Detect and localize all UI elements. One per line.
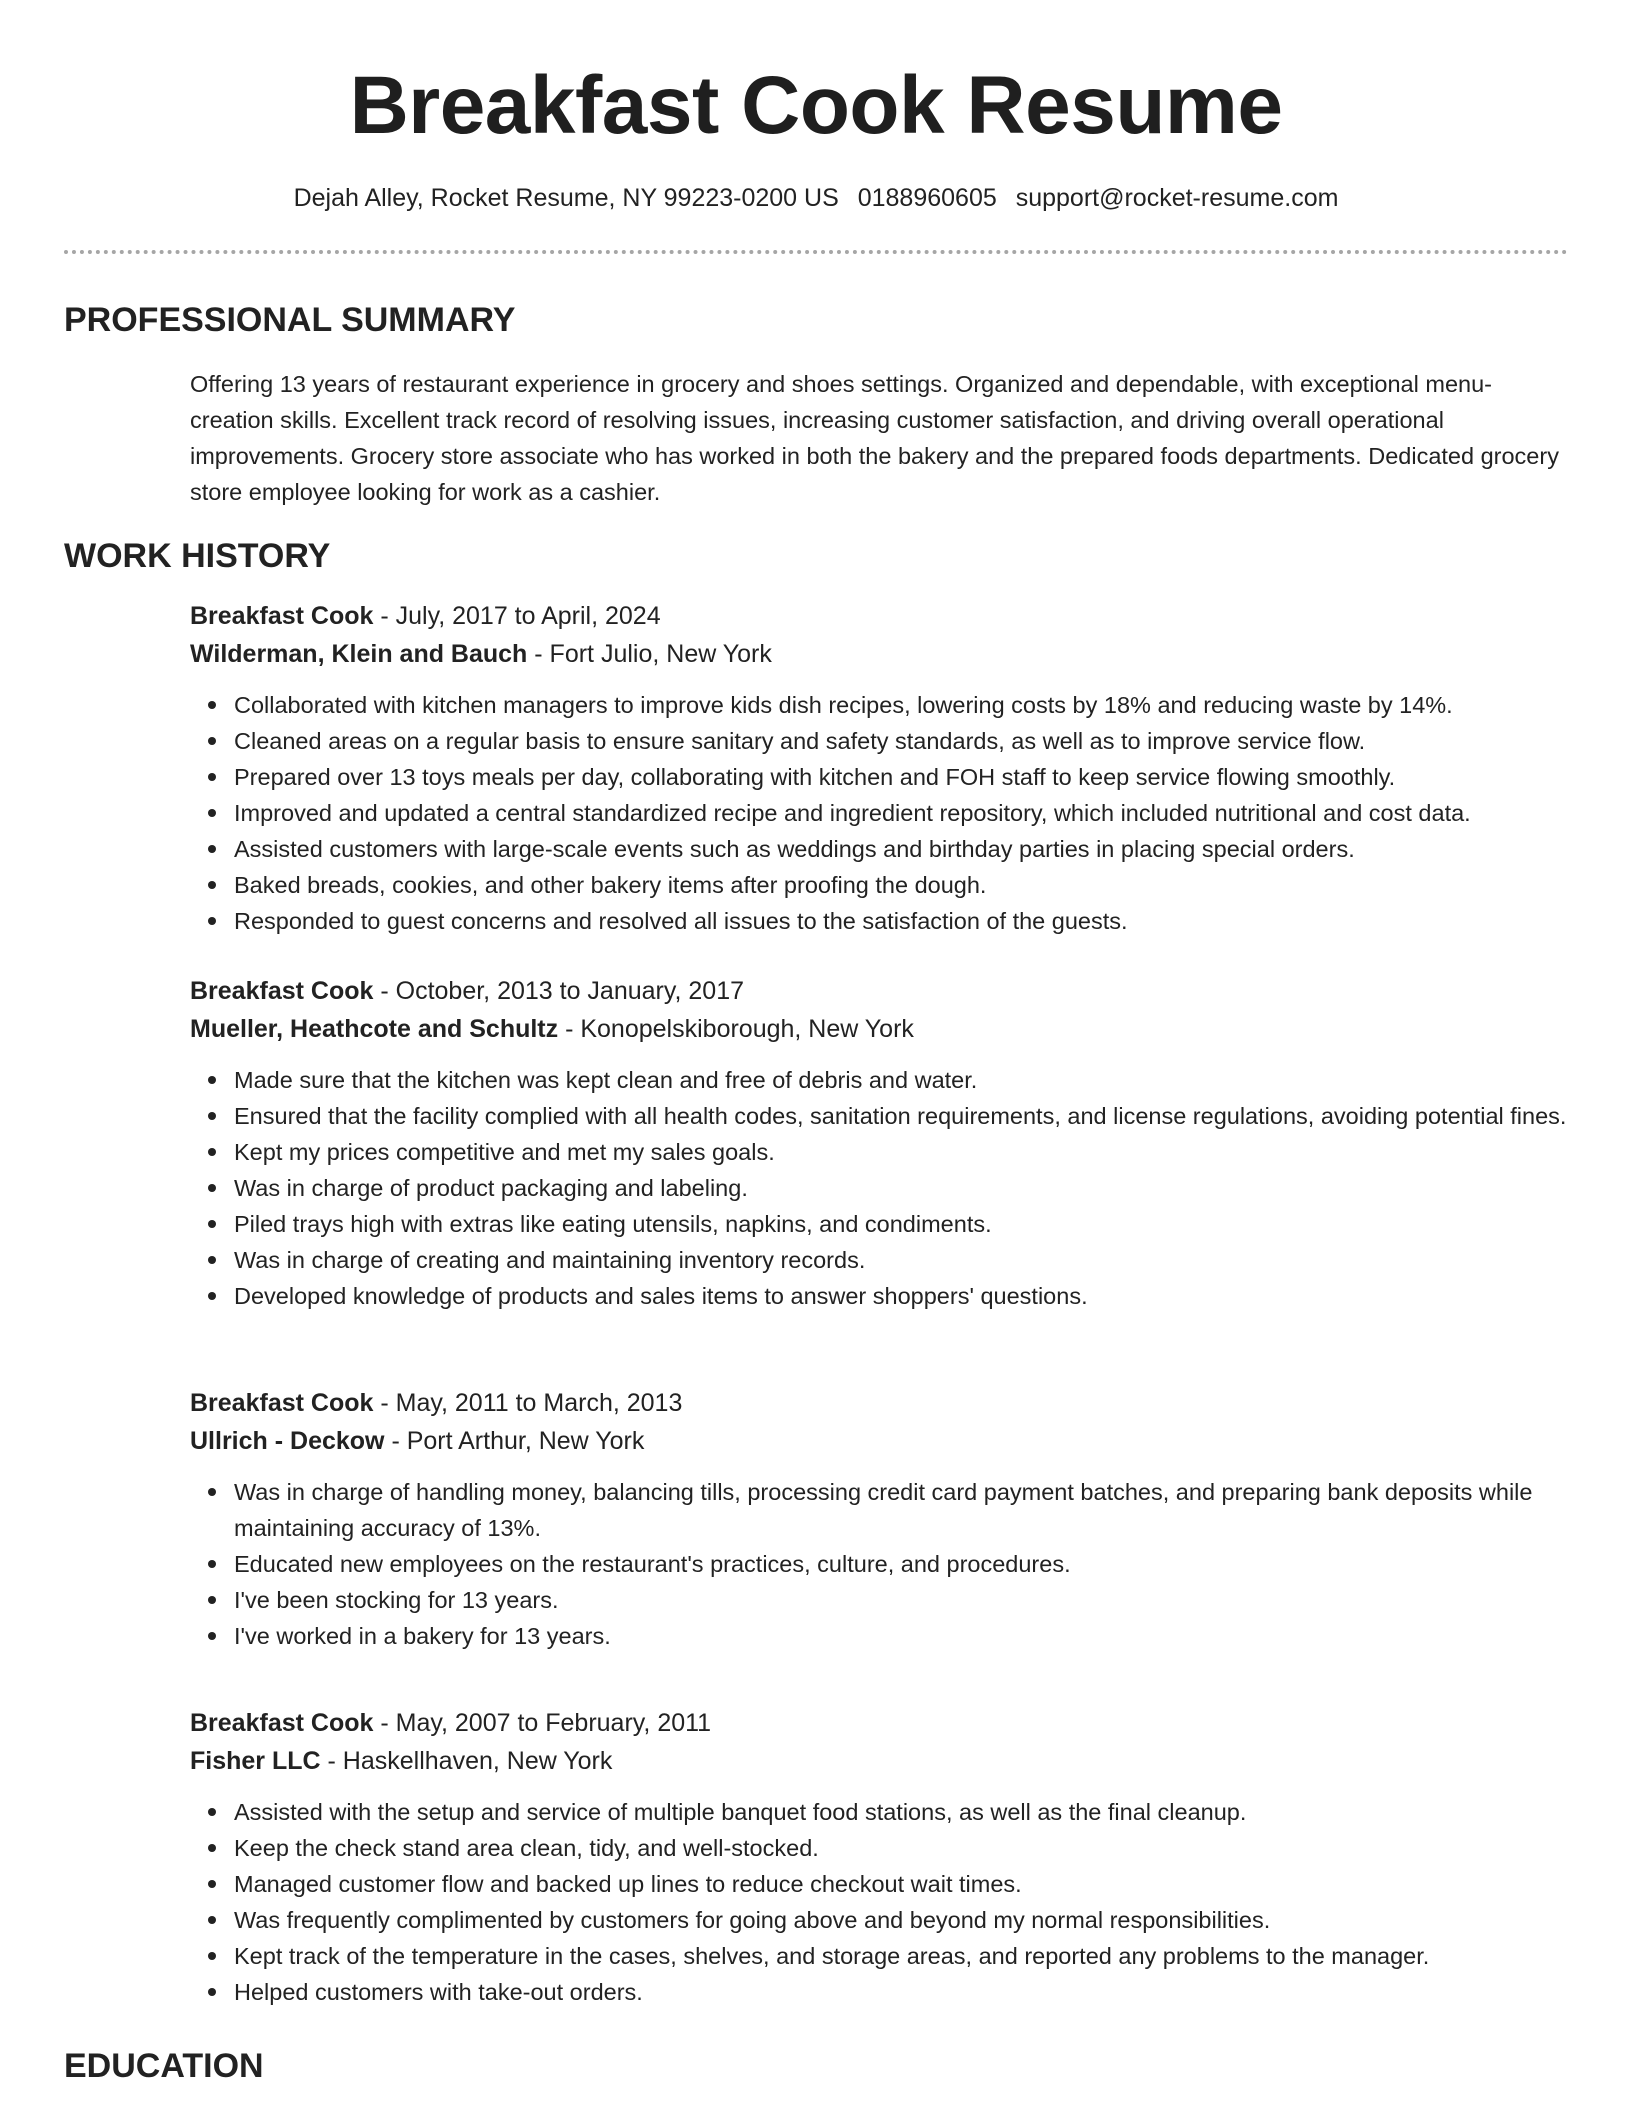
job-bullet: Was in charge of product packaging and labeling. [234,1170,1570,1206]
job-bullet: Kept my prices competitive and met my sales goals. [234,1134,1570,1170]
job-company-line [190,635,1570,673]
job-title-line [190,1704,1570,1742]
job-location: - Port Arthur, New York [384,1427,645,1455]
header-divider [64,250,1568,254]
job-bullet: Prepared over 13 toys meals per day, collaborating with kitchen and FOH staff to keep service flowing smoothly. [234,759,1570,795]
job-title-line [190,1384,1570,1422]
job-title-line [190,972,1570,1010]
job-bullet: Assisted with the setup and service of multiple banquet food stations, as well as the final cleanup. [234,1794,1570,1830]
job-company: Wilderman, Klein and Bauch [190,640,528,668]
job-bullets [190,1794,1570,2010]
job-dates: - October, 2013 to January, 2017 [373,977,745,1005]
job-role: Breakfast Cook [190,1389,374,1417]
contact-address: Dejah Alley, Rocket Resume, NY 99223-0200 US [293,184,839,212]
job-bullet: Developed knowledge of products and sales items to answer shoppers' questions. [234,1278,1570,1314]
job-role: Breakfast Cook [190,1709,374,1737]
job-location: - Haskellhaven, New York [320,1747,613,1775]
job-dates: - July, 2017 to April, 2024 [373,602,661,630]
job-company: Mueller, Heathcote and Schultz [190,1015,559,1043]
job-bullet: Was in charge of handling money, balancing tills, processing credit card payment batches, and preparing bank deposits while maintaining accuracy of 13%. [234,1474,1570,1546]
contact-phone: 0188960605 [857,184,997,212]
job-bullet: Collaborated with kitchen managers to improve kids dish recipes, lowering costs by 18% and reducing waste by 14%. [234,687,1570,723]
job-bullet: Improved and updated a central standardized recipe and ingredient repository, which included nutritional and cost data. [234,795,1570,831]
job-company-line [190,1010,1570,1048]
resume-title: Breakfast Cook Resume [349,60,1283,151]
job-bullet: I've worked in a bakery for 13 years. [234,1618,1570,1654]
job-bullet: Managed customer flow and backed up lines to reduce checkout wait times. [234,1866,1570,1902]
job-bullet: Piled trays high with extras like eating utensils, napkins, and condiments. [234,1206,1570,1242]
job-company: Fisher LLC [190,1747,321,1775]
work-history-heading: WORK HISTORY [64,537,331,575]
education-heading: EDUCATION [64,2047,264,2085]
job-bullet: Cleaned areas on a regular basis to ensure sanitary and safety standards, as well as to improve service flow. [234,723,1570,759]
job-company: Ullrich - Deckow [190,1427,385,1455]
job-location: - Fort Julio, New York [527,640,772,668]
job-bullet: Was frequently complimented by customers for going above and beyond my normal responsibilities. [234,1902,1570,1938]
job-company-line [190,1422,1570,1460]
job-bullets [190,687,1570,939]
job-entry [190,972,1570,1314]
job-bullet: Helped customers with take-out orders. [234,1974,1570,2010]
job-location: - Konopelskiborough, New York [558,1015,914,1043]
job-dates: - May, 2007 to February, 2011 [373,1709,712,1737]
job-bullet: Keep the check stand area clean, tidy, and well-stocked. [234,1830,1570,1866]
job-bullet: Made sure that the kitchen was kept clean and free of debris and water. [234,1062,1570,1098]
job-bullet: Kept track of the temperature in the cases, shelves, and storage areas, and reported any problems to the manager. [234,1938,1570,1974]
job-entry [190,1384,1570,1654]
summary-text: Offering 13 years of restaurant experience in grocery and shoes settings. Organized and dependable, with exceptional menu-creation skills. Excellent track record of resolving issues, increasing customer satisfaction, and driving overall operational improvements. Grocery store associate who has worked in both the bakery and the prepared foods departments. Dedicated grocery store employee looking for work as a cashier. [190,371,1559,505]
job-role: Breakfast Cook [190,977,374,1005]
contact-email: support@rocket-resume.com [1015,184,1339,212]
job-bullet: Ensured that the facility complied with all health codes, sanitation requirements, and license regulations, avoiding potential fines. [234,1098,1570,1134]
job-title-line [190,597,1570,635]
job-entry [190,597,1570,939]
job-bullets [190,1474,1570,1654]
job-bullet: Educated new employees on the restaurant's practices, culture, and procedures. [234,1546,1570,1582]
job-bullet: Baked breads, cookies, and other bakery items after proofing the dough. [234,867,1570,903]
job-bullet: Assisted customers with large-scale events such as weddings and birthday parties in placing special orders. [234,831,1570,867]
job-bullets [190,1062,1570,1314]
job-bullet: I've been stocking for 13 years. [234,1582,1570,1618]
job-company-line [190,1742,1570,1780]
job-role: Breakfast Cook [190,602,374,630]
job-dates: - May, 2011 to March, 2013 [373,1389,683,1417]
job-bullet: Responded to guest concerns and resolved all issues to the satisfaction of the guests. [234,903,1570,939]
job-entry [190,1704,1570,2010]
contact-line [0,182,1632,214]
summary-heading: PROFESSIONAL SUMMARY [64,301,516,339]
job-bullet: Was in charge of creating and maintaining inventory records. [234,1242,1570,1278]
